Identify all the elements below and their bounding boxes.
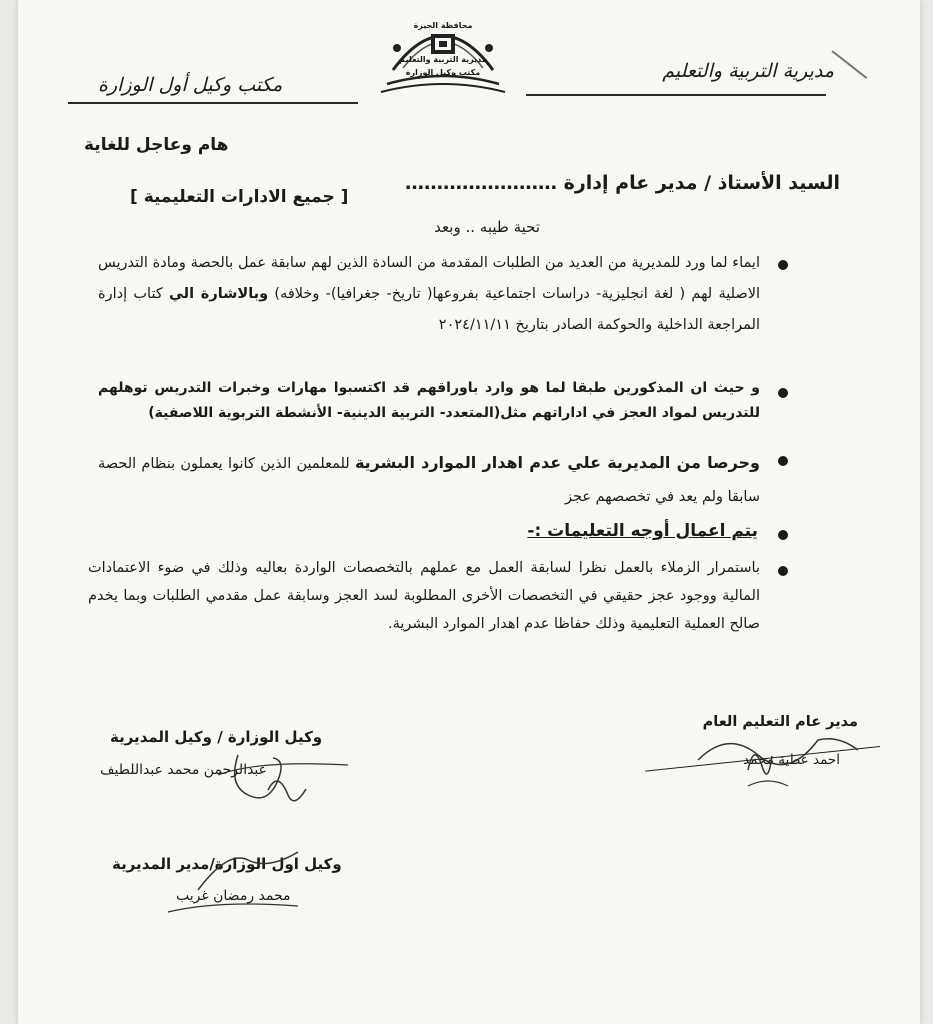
header-office: مكتب وكيل أول الوزارة (98, 74, 283, 96)
signature-bottom-name: محمد رمضان غريب (176, 888, 291, 904)
paragraph-4: يتم اعمال أوجه التعليمات :- (527, 521, 758, 541)
signature-bottom-title: وكيل اول الوزارة/مدير المديرية (112, 855, 342, 873)
header-rule-left (68, 102, 358, 104)
addressee-label: السيد الأستاذ / مدير عام إدارة …………………… (405, 172, 840, 194)
signature-left-name: عبدالرحمن محمد عبداللطيف (100, 762, 268, 778)
signature-bottom-scribble (158, 840, 308, 920)
document-page (18, 0, 920, 1024)
signature-left-scribble (198, 735, 358, 825)
paragraph-3: وحرصا من المديرية علي عدم اهدار الموارد البشرية للمعلمين الذين كانوا يعملون بنظام الحصة سابقا ولم يعد في تخصصهم عجز (98, 453, 760, 505)
header-rule-right (526, 94, 826, 96)
bullet-2 (778, 388, 788, 398)
paragraph-5: باستمرار الزملاء بالعمل نظرا لسابقة العمل مع عملهم بالتخصصات الواردة بعاليه وذلك في ضوء الاعتمادات المالية ووجود عجز حقيقي في التخصصات الأخرى المطلوبة لسد العجز وسابقة عمل مقدمي الطلبات وبما يخدم صالح العملية التعليمية وذلك حفاظا عدم اهدار الموارد البشرية. (88, 560, 760, 632)
greeting: تحية طيبه .. وبعد (434, 218, 540, 236)
urgent-note: هام وعاجل للغاية (84, 135, 229, 155)
paragraph-1: ايماء لما ورد للمديرية من العديد من الطلبات المقدمة من السادة الذين لهم سابقة عمل بالحصة ومادة التدريس الاصلية لهم ( لغة انجليزية- دراسات اجتماعية بفروعها( تاريخ- جغرافيا)- وخلافه) وبالاشارة الي كتاب إدارة المراجعة الداخلية والحوكمة الصادر بتاريخ ٢٠٢٤/١١/١١ (98, 255, 761, 333)
ministry-logo: محافظة الجيزة مديرية التربية والتعليم مكتب وكيل الوزارة (373, 8, 513, 100)
bullet-1 (778, 260, 788, 270)
corner-mark (831, 50, 867, 79)
signature-right-name: احمد عطية محمد (743, 752, 840, 768)
bullet-4 (778, 530, 788, 540)
bullet-3 (778, 456, 788, 466)
header-directorate: مديرية التربية والتعليم (662, 60, 834, 82)
addressee-target: [ جميع الادارات التعليمية ] (130, 187, 349, 207)
signature-right-title: مدير عام التعليم العام (702, 714, 858, 730)
signature-left-title: وكيل الوزارة / وكيل المديرية (110, 728, 323, 746)
paragraph-2: و حيث ان المذكورين طبقا لما هو وارد باوراقهم قد اكتسبوا مهارات وخبرات التدريس توهلهم للتدريس لمواد العجز في اداراتهم مثل(المتعدد- التربية الدينية- الأنشطة التربوية اللاصفية) (98, 380, 760, 421)
signature-right-scribble (688, 700, 868, 800)
bullet-5 (778, 566, 788, 576)
